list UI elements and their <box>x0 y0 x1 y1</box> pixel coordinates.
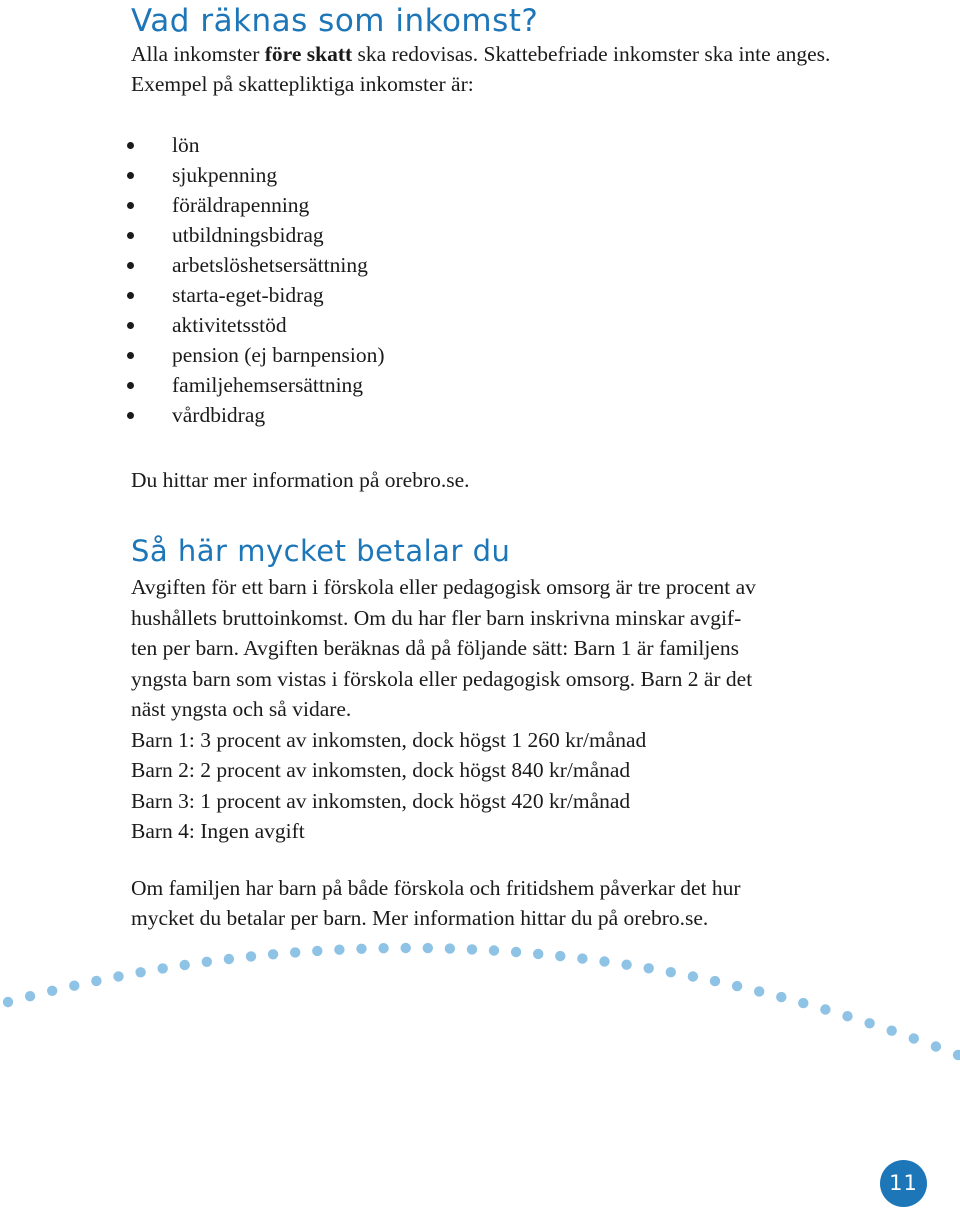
arc-dot <box>577 953 587 963</box>
arc-dot <box>887 1026 897 1036</box>
arc-dot <box>842 1011 852 1021</box>
arc-dot <box>688 971 698 981</box>
list-item <box>131 370 385 400</box>
arc-dot <box>864 1018 874 1028</box>
arc-dot <box>931 1041 941 1051</box>
bullet-icon <box>127 412 134 419</box>
outro-line: Om familjen har barn på både förskola och fritidshem påverkar det hur <box>131 876 741 900</box>
arc-dot <box>820 1004 830 1014</box>
paragraph-line: ten per barn. Avgiften beräknas då på följande sätt: Barn 1 är familjens <box>131 636 739 660</box>
bullet-icon <box>127 262 134 269</box>
paragraph-line: hushållets bruttoinkomst. Om du har fler barn inskrivna minskar avgif- <box>131 605 742 630</box>
paragraph-line: näst yngsta och så vidare. <box>131 697 352 721</box>
arc-dot <box>268 949 278 959</box>
list-item-label: arbetslöshetsersättning <box>172 253 368 277</box>
fees-paragraph <box>131 572 921 847</box>
list-item <box>131 130 385 160</box>
arc-dot <box>378 943 388 953</box>
intro-text-end: ska redovisas. Skattebefriade inkomster ska inte anges. Exempel på skattepliktiga inkomster är: <box>131 42 831 96</box>
arc-dot <box>334 945 344 955</box>
bullet-icon <box>127 292 134 299</box>
list-item-label: familjehemsersättning <box>172 373 364 397</box>
list-item <box>131 160 385 190</box>
list-item-label: starta-eget-bidrag <box>172 283 324 307</box>
page-number-badge: 11 <box>880 1160 927 1207</box>
list-item <box>131 340 385 370</box>
arc-dot <box>69 981 79 991</box>
arc-dot <box>135 967 145 977</box>
bullet-icon <box>127 352 134 359</box>
list-item-label: pension (ej barnpension) <box>172 343 385 367</box>
income-intro <box>131 39 831 99</box>
section-heading-fees: Så här mycket betalar du <box>131 534 511 568</box>
paragraph-line: yngsta barn som vistas i förskola eller pedagogisk omsorg. Barn 2 är det <box>131 666 753 691</box>
bullet-icon <box>127 382 134 389</box>
outro-paragraph <box>131 873 921 933</box>
arc-dot <box>621 960 631 970</box>
arc-dot <box>180 960 190 970</box>
fee-line-child-3: Barn 3: 1 procent av inkomsten, dock högst 420 kr/månad <box>131 788 631 813</box>
arc-dot <box>224 954 234 964</box>
fee-line-child-1: Barn 1: 3 procent av inkomsten, dock högst 1 260 kr/månad <box>131 727 647 752</box>
income-examples-list <box>131 130 385 430</box>
arc-dot <box>356 944 366 954</box>
arc-dot <box>909 1033 919 1043</box>
list-item <box>131 220 385 250</box>
arc-dot <box>445 943 455 953</box>
arc-dot <box>953 1050 960 1060</box>
arc-dot <box>246 951 256 961</box>
bullet-icon <box>127 172 134 179</box>
list-item-label: sjukpenning <box>172 163 278 187</box>
arc-dot <box>489 945 499 955</box>
outro-line: mycket du betalar per barn. Mer information hittar du på orebro.se. <box>131 906 709 930</box>
list-item-label: vårdbidrag <box>172 403 266 427</box>
list-item <box>131 250 385 280</box>
intro-bold-text: före skatt <box>264 42 353 66</box>
arc-dot <box>533 949 543 959</box>
arc-dot <box>423 943 433 953</box>
fee-line-child-4: Barn 4: Ingen avgift <box>131 819 305 843</box>
arc-dot <box>511 947 521 957</box>
more-info-text: Du hittar mer information på orebro.se. <box>131 468 470 492</box>
arc-dot <box>467 944 477 954</box>
arc-dot <box>3 997 13 1007</box>
bullet-icon <box>127 202 134 209</box>
list-item-label: aktivitetsstöd <box>172 313 287 337</box>
arc-dot <box>91 976 101 986</box>
bullet-icon <box>127 322 134 329</box>
arc-dot <box>776 992 786 1002</box>
intro-text-start: Alla inkomster <box>131 42 265 66</box>
arc-dot <box>312 946 322 956</box>
arc-dot <box>202 957 212 967</box>
arc-dot <box>290 947 300 957</box>
arc-dot <box>644 963 654 973</box>
list-item-label: föräldrapenning <box>172 193 310 217</box>
arc-dot <box>113 971 123 981</box>
arc-dot <box>798 998 808 1008</box>
arc-dot <box>754 986 764 996</box>
arc-dot <box>555 951 565 961</box>
list-item <box>131 310 385 340</box>
list-item-label: lön <box>172 133 200 157</box>
section-heading-income: Vad räknas som inkomst? <box>131 3 539 39</box>
arc-dot <box>732 981 742 991</box>
paragraph-line: Avgiften för ett barn i förskola eller pedagogisk omsorg är tre procent av <box>131 575 756 599</box>
arc-dot <box>599 956 609 966</box>
list-item <box>131 400 385 430</box>
list-item <box>131 280 385 310</box>
arc-dot <box>710 976 720 986</box>
bullet-icon <box>127 142 134 149</box>
list-item-label: utbildningsbidrag <box>172 223 324 247</box>
arc-dot <box>25 991 35 1001</box>
arc-dot <box>158 963 168 973</box>
arc-dot <box>401 943 411 953</box>
list-item <box>131 190 385 220</box>
arc-dot <box>666 967 676 977</box>
bullet-icon <box>127 232 134 239</box>
fee-line-child-2: Barn 2: 2 procent av inkomsten, dock högst 840 kr/månad <box>131 758 631 782</box>
dotted-arc-decoration <box>0 930 960 1070</box>
arc-dot <box>47 986 57 996</box>
